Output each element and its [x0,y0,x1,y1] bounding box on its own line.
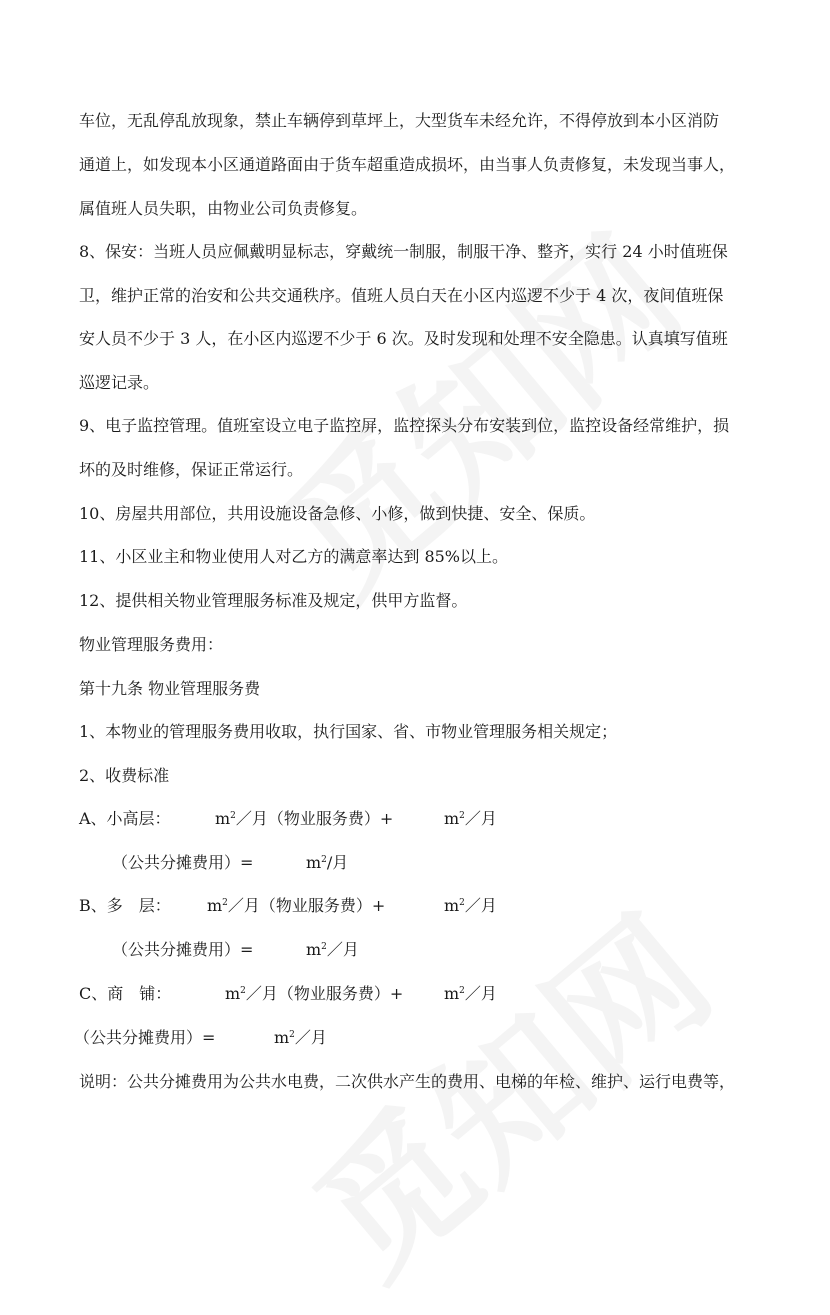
fee-public-label: （公共分摊费用）= [112,940,254,959]
paragraph-line: 属值班人员失职，由物业公司负责修复。 [79,199,368,218]
fee-label: B、多 层： [79,896,171,915]
fee-label: C、商 铺： [79,984,172,1003]
fee-public-unit: $m^2/$月 [444,984,497,1003]
paragraph-line: 12、提供相关物业管理服务标准及规定，供甲方监督。 [79,591,468,610]
article-title: 第十九条 物业管理服务费 [79,679,261,698]
paragraph-line: 2、收费标准 [79,766,170,785]
fee-label: A、小高层： [79,809,171,828]
fee-service-unit: $m^2/$月（物业服务费）+ [215,809,394,828]
paragraph-line: 安人员不少于 3 人，在小区内巡逻不少于 6 次。及时发现和处理不安全隐患。认真填写值班 [79,329,728,348]
paragraph-line: 9、电子监控管理。值班室设立电子监控屏，监控探头分布安装到位，监控设备经常维护，损 [79,416,730,435]
fee-public-label: （公共分摊费用）= [74,1028,216,1047]
paragraph-line: 坏的及时维修，保证正常运行。 [79,460,304,479]
fee-total-unit: $m^2/$月 [306,940,359,959]
fee-service-unit: $m^2/$月（物业服务费）+ [225,984,404,1003]
fee-service-unit: $m^2/$月（物业服务费）+ [207,896,386,915]
fee-total-unit: $m^2/$月 [306,853,349,872]
paragraph-line: 车位，无乱停乱放现象，禁止车辆停到草坪上，大型货车未经允许，不得停放到本小区消防 [79,111,720,130]
paragraph-line: 通道上，如发现本小区通道路面由于货车超重造成损坏，由当事人负责修复，未发现当事人， [79,155,736,174]
paragraph-line: 巡逻记录。 [79,373,160,392]
paragraph-line: 11、小区业主和物业使用人对乙方的满意率达到 85%以上。 [79,547,509,566]
fee-public-unit: $m^2/$月 [444,809,497,828]
paragraph-line: 10、房屋共用部位，共用设施设备急修、小修，做到快捷、安全、保质。 [79,504,596,523]
paragraph-line: 卫，维护正常的治安和公共交通秩序。值班人员白天在小区内巡逻不少于 4 次，夜间值班保 [79,286,724,305]
paragraph-line: 1、本物业的管理服务费用收取，执行国家、省、市物业管理服务相关规定； [79,722,618,741]
paragraph-line: 8、保安：当班人员应佩戴明显标志，穿戴统一制服，制服干净、整齐，实行 24 小时值班保 [79,242,728,261]
fee-total-unit: $m^2/$月 [274,1028,327,1047]
section-heading: 物业管理服务费用： [79,635,224,654]
fee-public-unit: $m^2/$月 [444,896,497,915]
note-line: 说明：公共分摊费用为公共水电费，二次供水产生的费用、电梯的年检、维护、运行电费等， [79,1072,736,1091]
fee-public-label: （公共分摊费用）= [112,853,254,872]
